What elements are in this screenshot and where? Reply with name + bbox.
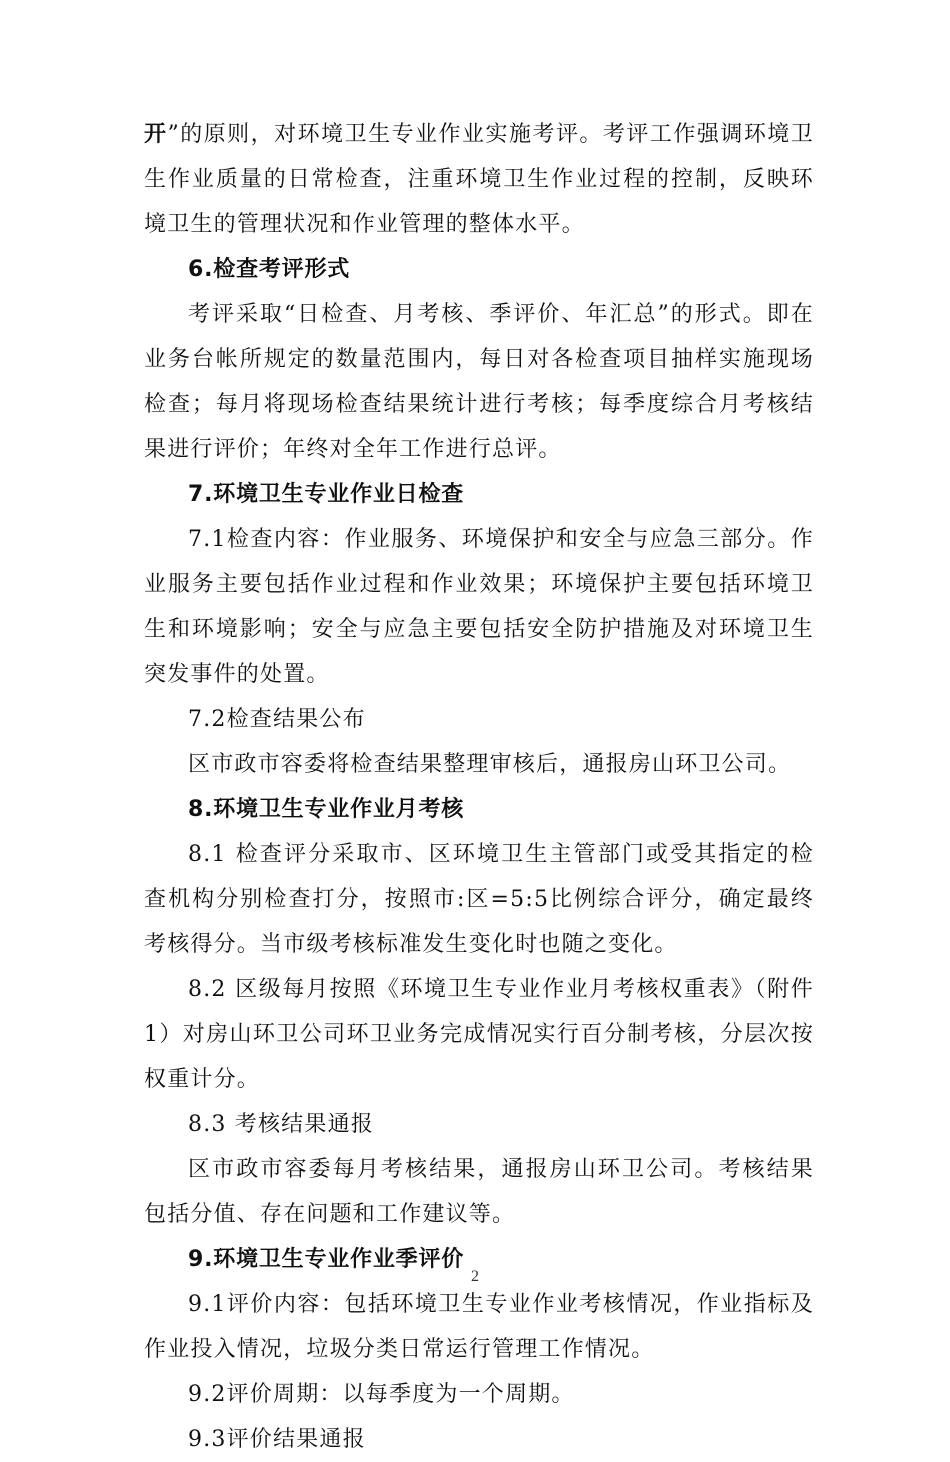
paragraph-6: 考评采取“日检查、月考核、季评价、年汇总”的形式。即在业务台帐所规定的数量范围内，每日对各检查项目抽样实施现场检查；每月将现场检查结果统计进行考核；每季度综合月考核结果进行评价；年终对全年工作进行总评。 bbox=[144, 302, 814, 462]
section-heading-8: 8.环境卫生专业作业月考核 bbox=[188, 797, 465, 822]
page-number: 2 bbox=[471, 1268, 479, 1285]
paragraph-8-3-title: 8.3 考核结果通报 bbox=[188, 1112, 374, 1137]
paragraph-7-2-title: 7.2检查结果公布 bbox=[188, 707, 366, 732]
paragraph-lead-char: 开 bbox=[144, 122, 168, 147]
paragraph-principle bbox=[144, 112, 814, 247]
paragraph-8-2: 8.2 区级每月按照《环境卫生专业作业月考核权重表》（附件1）对房山环卫公司环卫业务完成情况实行百分制考核，分层次按权重计分。 bbox=[144, 977, 814, 1092]
paragraph-8-1: 8.1 检查评分采取市、区环境卫生主管部门或受其指定的检查机构分别检查打分，按照市:区=5:5比例综合评分，确定最终考核得分。当市级考核标准发生变化时也随之变化。 bbox=[144, 842, 814, 957]
paragraph-8-3-body: 区市政市容委每月考核结果，通报房山环卫公司。考核结果包括分值、存在问题和工作建议等。 bbox=[144, 1157, 814, 1227]
paragraph-9-1: 9.1评价内容：包括环境卫生专业作业考核情况，作业指标及作业投入情况，垃圾分类日常运行管理工作情况。 bbox=[144, 1292, 814, 1362]
paragraph-9-2: 9.2评价周期：以每季度为一个周期。 bbox=[188, 1382, 575, 1407]
paragraph-9-3: 9.3评价结果通报 bbox=[188, 1427, 366, 1452]
section-heading-7: 7.环境卫生专业作业日检查 bbox=[188, 482, 465, 507]
document-body bbox=[144, 112, 814, 1462]
section-heading-6: 6.检查考评形式 bbox=[188, 257, 351, 282]
paragraph-7-1: 7.1检查内容：作业服务、环境保护和安全与应急三部分。作业服务主要包括作业过程和作业效果；环境保护主要包括环境卫生和环境影响；安全与应急主要包括安全防护措施及对环境卫生突发事件的处置。 bbox=[144, 527, 814, 687]
paragraph-7-2-body: 区市政市容委将检查结果整理审核后，通报房山环卫公司。 bbox=[188, 752, 792, 777]
paragraph-principle-text: ”的原则，对环境卫生专业作业实施考评。考评工作强调环境卫生作业质量的日常检查，注重环境卫生作业过程的控制，反映环境卫生的管理状况和作业管理的整体水平。 bbox=[144, 122, 814, 237]
section-heading-9: 9.环境卫生专业作业季评价 bbox=[188, 1247, 465, 1272]
